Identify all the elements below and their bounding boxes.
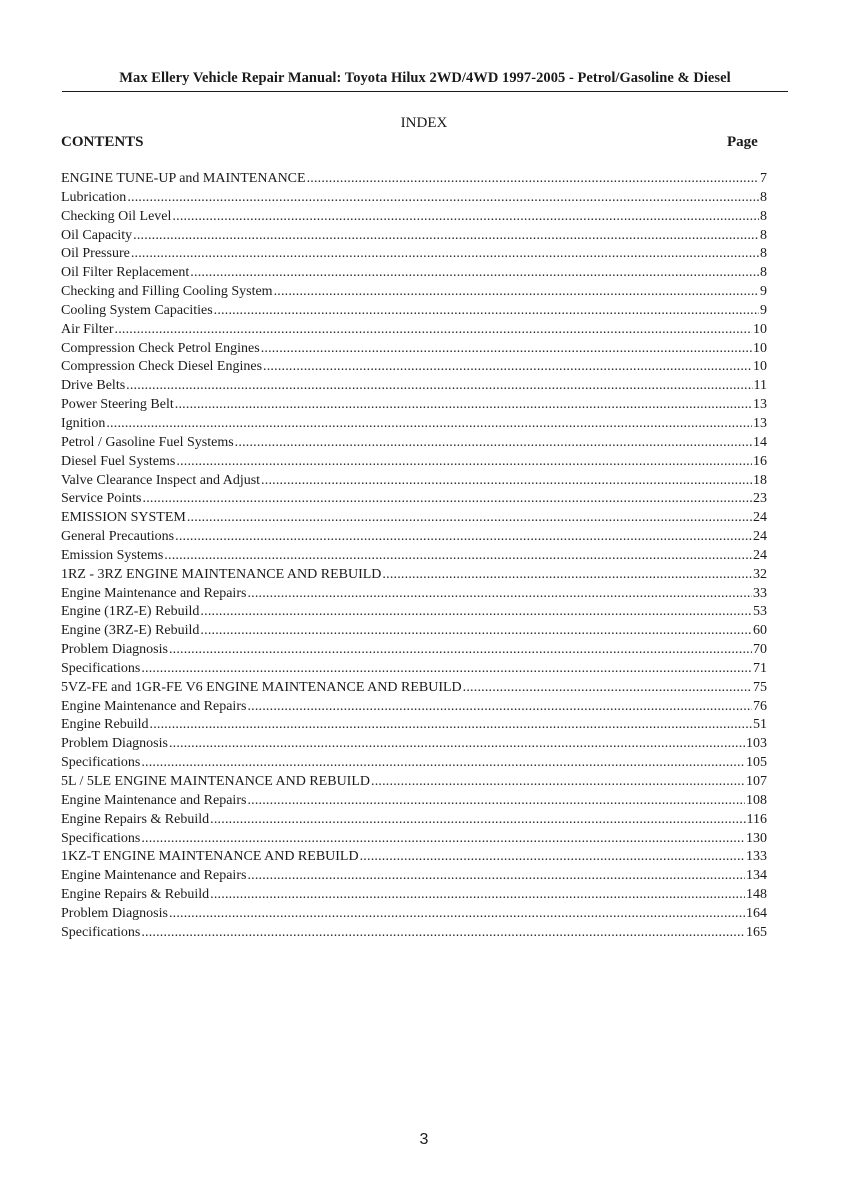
index-title: INDEX (400, 115, 448, 131)
toc-entry-page: 116 (746, 811, 767, 827)
toc-entry (61, 434, 767, 453)
toc-entry (61, 302, 767, 321)
toc-dot-leader (176, 453, 752, 472)
toc-entry-title: Engine Maintenance and Repairs (61, 585, 247, 601)
toc-entry-page: 14 (753, 434, 767, 450)
toc-entry-title: 5VZ-FE and 1GR-FE V6 ENGINE MAINTENANCE AND REBUILD (61, 679, 462, 695)
toc-entry (61, 735, 767, 754)
toc-entry-page: 134 (746, 868, 767, 884)
contents-label: CONTENTS (61, 134, 144, 150)
toc-entry (61, 848, 767, 867)
toc-entry (61, 509, 767, 528)
toc-entry (61, 811, 767, 830)
toc-entry (61, 490, 767, 509)
table-of-contents (61, 170, 767, 943)
toc-entry-page: 8 (760, 246, 767, 262)
toc-dot-leader (150, 716, 753, 735)
toc-entry-title: Compression Check Diesel Engines (61, 359, 263, 375)
toc-entry-title: Engine Repairs & Rebuild (61, 887, 210, 903)
toc-entry-title: Specifications (61, 755, 141, 771)
toc-entry (61, 321, 767, 340)
toc-entry-page: 53 (753, 604, 767, 620)
toc-dot-leader (164, 547, 752, 566)
toc-entry-title: Emission Systems (61, 547, 164, 563)
toc-entry-page: 24 (753, 529, 767, 545)
toc-entry-page: 51 (753, 717, 767, 733)
toc-entry (61, 227, 767, 246)
page-number: 3 (419, 1131, 429, 1148)
toc-dot-leader (131, 245, 759, 264)
toc-entry-page: 16 (753, 453, 767, 469)
toc-dot-leader (210, 886, 745, 905)
toc-dot-leader (127, 189, 759, 208)
toc-entry-title: Engine Maintenance and Repairs (61, 698, 247, 714)
toc-dot-leader (263, 358, 752, 377)
toc-entry-page: 10 (753, 359, 767, 375)
toc-entry (61, 358, 767, 377)
toc-entry-page: 7 (760, 171, 767, 186)
toc-entry-title: Checking Oil Level (61, 208, 172, 224)
toc-dot-leader (141, 754, 745, 773)
toc-entry-page: 71 (753, 660, 767, 676)
toc-entry (61, 867, 767, 886)
toc-dot-leader (360, 848, 745, 867)
toc-dot-leader (126, 377, 752, 396)
toc-dot-leader (175, 396, 752, 415)
toc-entry-page: 103 (746, 736, 767, 752)
toc-dot-leader (115, 321, 753, 340)
toc-entry-title: Lubrication (61, 189, 127, 205)
toc-entry-title: Engine (1RZ-E) Rebuild (61, 604, 200, 620)
toc-entry (61, 453, 767, 472)
toc-entry-page: 165 (746, 924, 767, 940)
toc-entry (61, 528, 767, 547)
toc-dot-leader (274, 283, 759, 302)
toc-entry (61, 924, 767, 943)
toc-entry-title: 5L / 5LE ENGINE MAINTENANCE AND REBUILD (61, 774, 370, 789)
toc-dot-leader (463, 679, 752, 698)
running-header: Max Ellery Vehicle Repair Manual: Toyota Hilux 2WD/4WD 1997-2005 - Petrol/Gasoline & Diesel (119, 70, 731, 86)
toc-dot-leader (133, 227, 759, 246)
toc-entry (61, 396, 767, 415)
toc-entry (61, 679, 767, 698)
toc-dot-leader (200, 603, 752, 622)
toc-entry (61, 566, 767, 585)
toc-dot-leader (169, 905, 745, 924)
toc-entry-page: 105 (746, 755, 767, 771)
toc-entry-title: Diesel Fuel Systems (61, 453, 176, 469)
toc-entry-title: Problem Diagnosis (61, 736, 168, 752)
toc-entry-title: Oil Capacity (61, 227, 133, 243)
toc-entry (61, 283, 767, 302)
toc-entry (61, 886, 767, 905)
toc-entry-title: Petrol / Gasoline Fuel Systems (61, 434, 234, 450)
toc-entry-page: 18 (753, 472, 767, 488)
toc-entry-title: Oil Filter Replacement (61, 265, 190, 281)
toc-entry (61, 698, 767, 717)
toc-entry-page: 148 (746, 887, 767, 903)
toc-entry (61, 472, 767, 491)
toc-entry-title: Cooling System Capacities (61, 302, 213, 318)
toc-entry-title: Compression Check Petrol Engines (61, 340, 260, 356)
toc-entry-title: ENGINE TUNE-UP and MAINTENANCE (61, 171, 306, 186)
toc-entry-title: 1KZ-T ENGINE MAINTENANCE AND REBUILD (61, 849, 359, 865)
toc-entry-title: Ignition (61, 415, 106, 431)
toc-dot-leader (247, 698, 752, 717)
toc-entry (61, 660, 767, 679)
toc-entry-title: 1RZ - 3RZ ENGINE MAINTENANCE AND REBUILD (61, 566, 382, 582)
toc-entry-title: Oil Pressure (61, 246, 130, 262)
toc-entry-title: Drive Belts (61, 378, 126, 394)
toc-entry-title: Power Steering Belt (61, 397, 174, 413)
toc-dot-leader (261, 472, 752, 491)
toc-dot-leader (143, 490, 753, 509)
toc-entry (61, 415, 767, 434)
page-column-label: Page (727, 134, 758, 150)
toc-entry-title: Engine Rebuild (61, 717, 149, 733)
toc-dot-leader (169, 735, 745, 754)
toc-dot-leader (141, 924, 745, 943)
toc-entry-title: Problem Diagnosis (61, 642, 168, 658)
toc-dot-leader (261, 340, 752, 359)
toc-dot-leader (175, 528, 752, 547)
toc-entry (61, 585, 767, 604)
toc-dot-leader (169, 641, 752, 660)
toc-dot-leader (200, 622, 752, 641)
toc-entry-page: 9 (760, 302, 767, 318)
header-rule (62, 91, 788, 92)
toc-entry (61, 792, 767, 811)
toc-entry-title: Engine Repairs & Rebuild (61, 811, 210, 827)
toc-entry (61, 547, 767, 566)
toc-entry (61, 773, 767, 792)
toc-entry-page: 23 (753, 491, 767, 507)
toc-entry-page: 8 (760, 208, 767, 224)
toc-entry-title: Specifications (61, 830, 141, 846)
toc-entry-page: 32 (753, 566, 767, 582)
toc-entry-page: 24 (753, 547, 767, 563)
toc-dot-leader (247, 867, 745, 886)
toc-entry-title: General Precautions (61, 529, 175, 545)
toc-entry (61, 830, 767, 849)
toc-entry-page: 13 (753, 397, 767, 413)
toc-entry-page: 8 (760, 227, 767, 243)
toc-dot-leader (247, 792, 745, 811)
toc-entry-page: 9 (760, 284, 767, 300)
toc-entry-page: 76 (753, 698, 767, 714)
toc-entry-page: 11 (753, 378, 767, 394)
toc-entry (61, 170, 767, 189)
toc-entry-page: 13 (753, 415, 767, 431)
toc-entry-title: Problem Diagnosis (61, 905, 168, 921)
toc-entry-page: 60 (753, 623, 767, 639)
toc-entry (61, 189, 767, 208)
toc-entry (61, 905, 767, 924)
toc-entry-page: 24 (753, 510, 767, 526)
toc-entry-title: Valve Clearance Inspect and Adjust (61, 472, 261, 488)
toc-entry-page: 8 (760, 265, 767, 281)
toc-entry-page: 10 (753, 321, 767, 337)
toc-entry-title: Engine Maintenance and Repairs (61, 868, 247, 884)
toc-entry-title: Checking and Filling Cooling System (61, 284, 273, 300)
toc-entry-page: 10 (753, 340, 767, 356)
toc-entry (61, 754, 767, 773)
toc-entry (61, 641, 767, 660)
toc-entry-page: 108 (746, 792, 767, 808)
toc-dot-leader (382, 566, 752, 585)
toc-dot-leader (210, 811, 745, 830)
toc-entry-title: EMISSION SYSTEM (61, 510, 186, 526)
toc-entry-page: 8 (760, 189, 767, 205)
toc-dot-leader (172, 208, 759, 227)
toc-entry (61, 340, 767, 359)
toc-dot-leader (371, 773, 745, 792)
toc-entry-page: 70 (753, 642, 767, 658)
toc-entry-title: Engine Maintenance and Repairs (61, 792, 247, 808)
toc-entry-title: Specifications (61, 924, 141, 940)
toc-entry-page: 33 (753, 585, 767, 601)
toc-entry (61, 716, 767, 735)
toc-dot-leader (190, 264, 759, 283)
toc-entry (61, 245, 767, 264)
toc-entry-title: Service Points (61, 491, 142, 507)
toc-dot-leader (187, 509, 752, 528)
toc-entry-page: 75 (753, 679, 767, 695)
toc-entry (61, 264, 767, 283)
toc-dot-leader (235, 434, 752, 453)
toc-entry-page: 130 (746, 830, 767, 846)
toc-entry-title: Specifications (61, 660, 141, 676)
toc-entry-page: 107 (746, 774, 767, 789)
toc-entry-title: Air Filter (61, 321, 114, 337)
toc-entry-title: Engine (3RZ-E) Rebuild (61, 623, 200, 639)
toc-dot-leader (141, 660, 752, 679)
toc-dot-leader (214, 302, 759, 321)
toc-entry (61, 208, 767, 227)
toc-entry (61, 622, 767, 641)
toc-dot-leader (141, 830, 745, 849)
toc-entry (61, 377, 767, 396)
toc-entry (61, 603, 767, 622)
toc-dot-leader (307, 170, 759, 189)
toc-entry-page: 164 (746, 905, 767, 921)
toc-entry-page: 133 (746, 849, 767, 865)
toc-dot-leader (106, 415, 752, 434)
toc-dot-leader (247, 585, 752, 604)
